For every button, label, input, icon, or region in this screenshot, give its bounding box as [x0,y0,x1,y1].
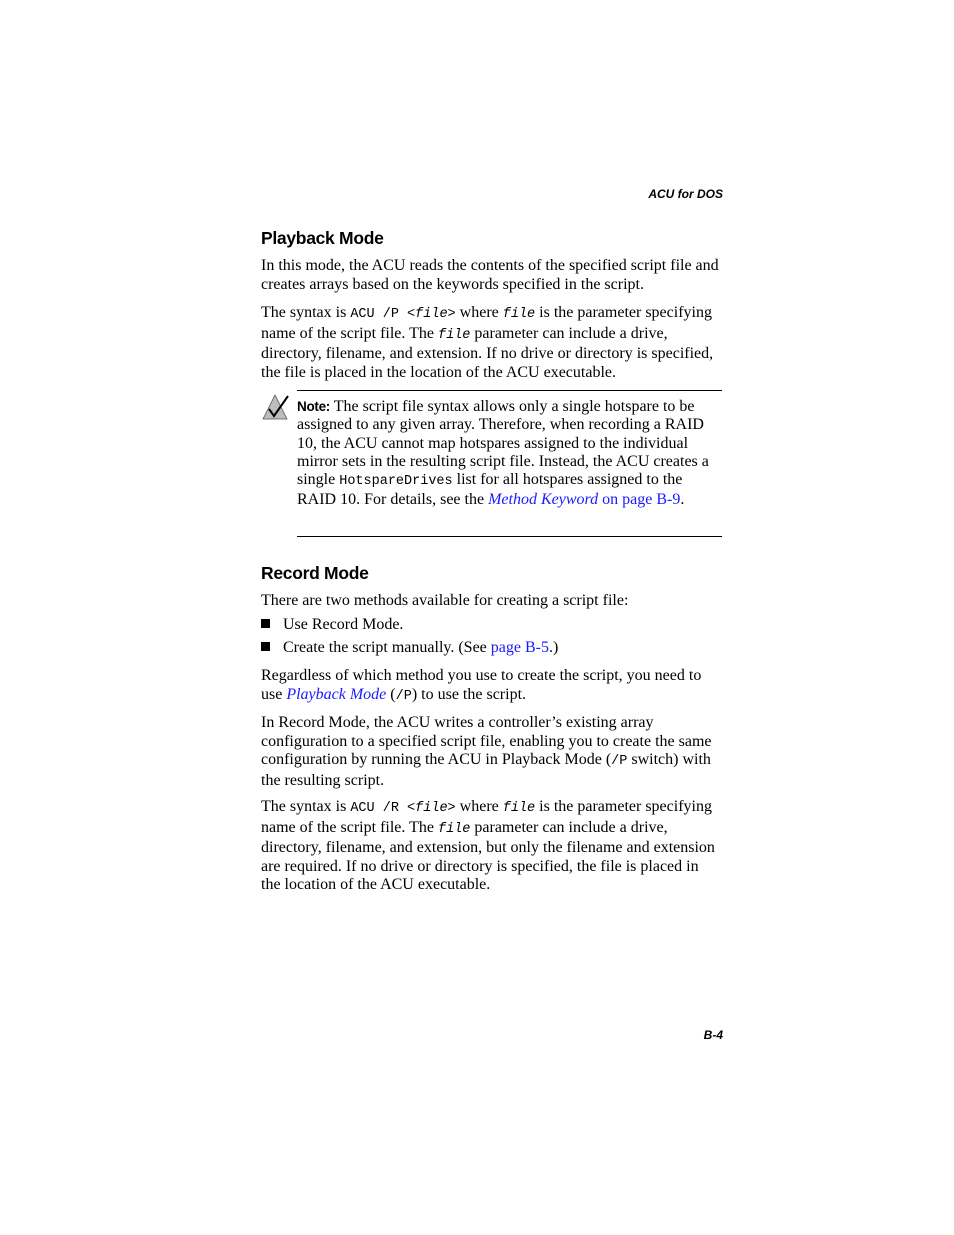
page-b5-link[interactable]: page B-5 [490,639,549,656]
file-parameter: file [437,327,471,343]
playback-switch-code: /P [395,688,412,704]
playback-syntax-paragraph: The syntax is ACU /P <file> where file is the parameter specifying name of the script file. The file parameter can include a drive, directory, filename, and extension. If no drive or directory is specified, the file is placed in the location of the ACU executable. [261,304,714,381]
section-heading-record: Record Mode [261,563,369,583]
note-top-rule [297,390,722,391]
hotspare-drives-code: HotspareDrives [339,474,453,490]
running-header: ACU for DOS [648,187,723,201]
record-intro-paragraph: There are two methods available for creating a script file: [261,592,629,609]
playback-intro-paragraph: In this mode, the ACU reads the contents of the specified script file and creates arrays based on the keywords specified in the script. [261,257,719,293]
note-label: Note: [297,399,330,414]
file-parameter: file [437,821,471,837]
record-syntax-paragraph: The syntax is ACU /R <file> where file is the parameter specifying name of the script file. The file parameter can include a drive, directory, filename, and extension, but only the filename and extension are required. If no drive or directory is specified, the file is placed in the location of the ACU executable. [261,798,715,893]
file-parameter: file [502,307,536,322]
list-item: Create the script manually. (See page B-5.) [261,639,558,658]
playback-command: ACU /P <file> [350,307,456,322]
record-method-paragraph: Regardless of which method you use to create the script, you need to use Playback Mode (/P) to use the script. [261,667,702,704]
playback-mode-link[interactable]: Playback Mode [286,685,387,703]
list-item: Use Record Mode. [261,616,403,635]
bullet-square-icon [261,619,270,628]
method-keyword-link[interactable]: Method Keyword on page B-9 [488,491,681,509]
record-description-paragraph: In Record Mode, the ACU writes a controller’s existing array configuration to a specified script file, enabling you to create the same configuration by running the ACU in Playback Mode (/P switch) with the resulting script. [261,714,712,789]
playback-switch-code: /P [611,754,628,769]
section-heading-playback: Playback Mode [261,228,384,248]
note-checkmark-icon [261,392,291,422]
note-paragraph: Note: The script file syntax allows only a single hotspare to be assigned to any given array. Therefore, when recording a RAID 10, the ACU cannot map hotspares assigned to the individual mirror sets in the resulting script file. Instead, the ACU creates a single HotspareDrives list for all hotspares assigned to the RAID 10. For details, see the Method Keyword on page B-9. [297,398,709,509]
page-number: B-4 [703,1028,723,1042]
note-bottom-rule [297,536,722,537]
bullet-square-icon [261,642,270,651]
file-parameter: file [502,801,536,816]
record-command: ACU /R <file> [350,801,456,816]
